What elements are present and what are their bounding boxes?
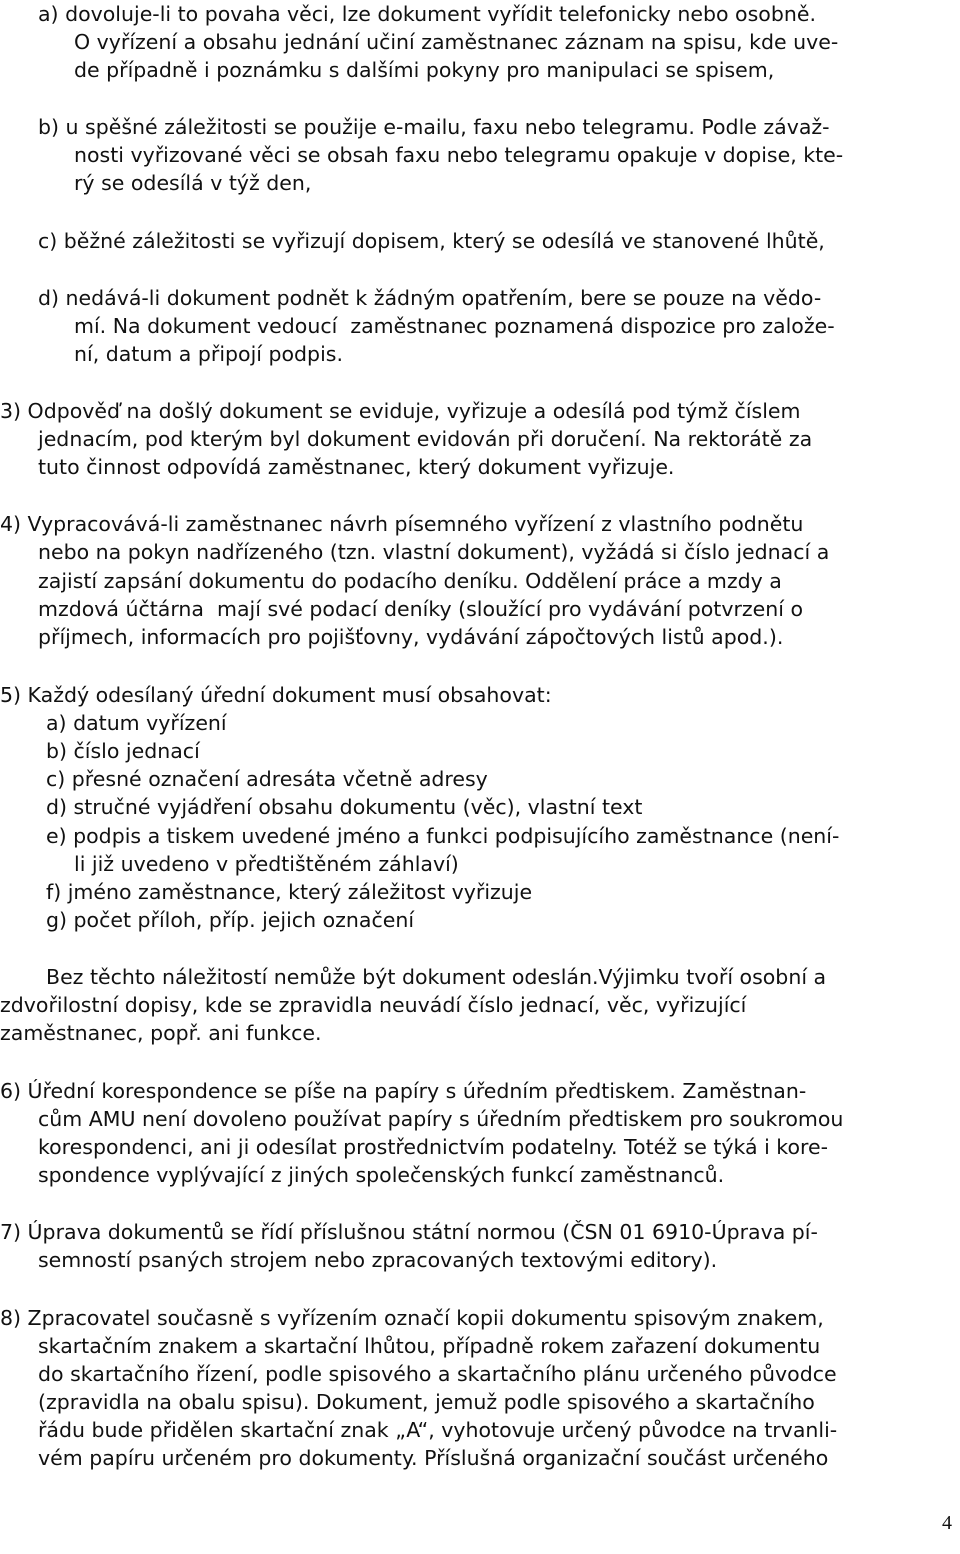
text-line: d) stručné vyjádření obsahu dokumentu (věc), vlastní text [46,795,643,819]
text-line: li již uvedeno v předtištěném záhlaví) [74,852,459,876]
text-line: (zpravidla na obalu spisu). Dokument, jemuž podle spisového a skartačního [38,1390,815,1414]
text-line: rý se odesílá v týž den, [74,171,312,195]
text-line: nosti vyřizované věci se obsah faxu nebo telegramu opakuje v dopise, kte- [74,143,844,167]
text-line: zaměstnanec, popř. ani funkce. [0,1021,322,1045]
text-line: jednacím, pod kterým byl dokument evidován při doručení. Na rektorátě za [38,427,813,451]
text-line: zdvořilostní dopisy, kde se zpravidla neuvádí číslo jednací, věc, vyřizující [0,993,747,1017]
text-line: e) podpis a tiskem uvedené jméno a funkci podpisujícího zaměstnance (není- [46,824,840,848]
text-line: 5) Každý odesílaný úřední dokument musí obsahovat: [0,683,552,707]
text-line: skartačním znakem a skartační lhůtou, případně rokem zařazení dokumentu [38,1334,821,1358]
text-line: a) datum vyřízení [46,711,227,735]
text-line: 6) Úřední korespondence se píše na papíry s úředním předtiskem. Zaměstnan- [0,1079,807,1103]
text-line: spondence vyplývající z jiných společenských funkcí zaměstnanců. [38,1163,725,1187]
text-line: c) přesné označení adresáta včetně adresy [46,767,488,791]
text-line: mí. Na dokument vedoucí zaměstnanec poznamená dispozice pro založe- [74,314,835,338]
text-line: 3) Odpověď na došlý dokument se eviduje, vyřizuje a odesílá pod týmž číslem [0,399,801,423]
text-line: c) běžné záležitosti se vyřizují dopisem, který se odesílá ve stanovené lhůtě, [38,229,825,253]
text-line: řádu bude přidělen skartační znak „A“, vyhotovuje určený původce na trvanli- [38,1418,838,1442]
text-line: 8) Zpracovatel současně s vyřízením označí kopii dokumentu spisovým znakem, [0,1306,824,1330]
text-line: do skartačního řízení, podle spisového a skartačního plánu určeného původce [38,1362,837,1386]
text-line: d) nedává-li dokument podnět k žádným opatřením, bere se pouze na vědo- [38,286,822,310]
text-line: b) u spěšné záležitosti se použije e-mailu, faxu nebo telegramu. Podle závaž- [38,115,830,139]
text-line: 4) Vypracovává-li zaměstnanec návrh písemného vyřízení z vlastního podnětu [0,512,804,536]
text-line: ní, datum a připojí podpis. [74,342,343,366]
text-line: semností psaných strojem nebo zpracovaných textovými editory). [38,1248,718,1272]
page-number: 4 [942,1512,952,1534]
text-line: 7) Úprava dokumentů se řídí příslušnou státní normou (ČSN 01 6910-Úprava pí- [0,1220,818,1244]
text-line: mzdová účtárna mají své podací deníky (sloužící pro vydávání potvrzení o [38,597,804,621]
text-line: a) dovoluje-li to povaha věci, lze dokument vyřídit telefonicky nebo osobně. [38,2,816,26]
text-line: O vyřízení a obsahu jednání učiní zaměstnanec záznam na spisu, kde uve- [74,30,839,54]
text-line: korespondenci, ani ji odesílat prostřednictvím podatelny. Totéž se týká i kore- [38,1135,828,1159]
text-line: tuto činnost odpovídá zaměstnanec, který dokument vyřizuje. [38,455,675,479]
text-line: f) jméno zaměstnance, který záležitost vyřizuje [46,880,533,904]
text-line: nebo na pokyn nadřízeného (tzn. vlastní dokument), vyžádá si číslo jednací a [38,540,830,564]
text-line: zajistí zapsání dokumentu do podacího deníku. Oddělení práce a mzdy a [38,569,782,593]
text-line: Bez těchto náležitostí nemůže být dokument odeslán.Výjimku tvoří osobní a [46,965,827,989]
text-line: vém papíru určeném pro dokumenty. Příslušná organizační součást určeného [38,1446,829,1470]
text-line: b) číslo jednací [46,739,200,763]
text-line: de případně i poznámku s dalšími pokyny pro manipulaci se spisem, [74,58,775,82]
text-line: cům AMU není dovoleno používat papíry s úředním předtiskem pro soukromou [38,1107,844,1131]
text-line: příjmech, informacích pro pojišťovny, vydávání zápočtových listů apod.). [38,625,784,649]
text-line: g) počet příloh, příp. jejich označení [46,908,415,932]
